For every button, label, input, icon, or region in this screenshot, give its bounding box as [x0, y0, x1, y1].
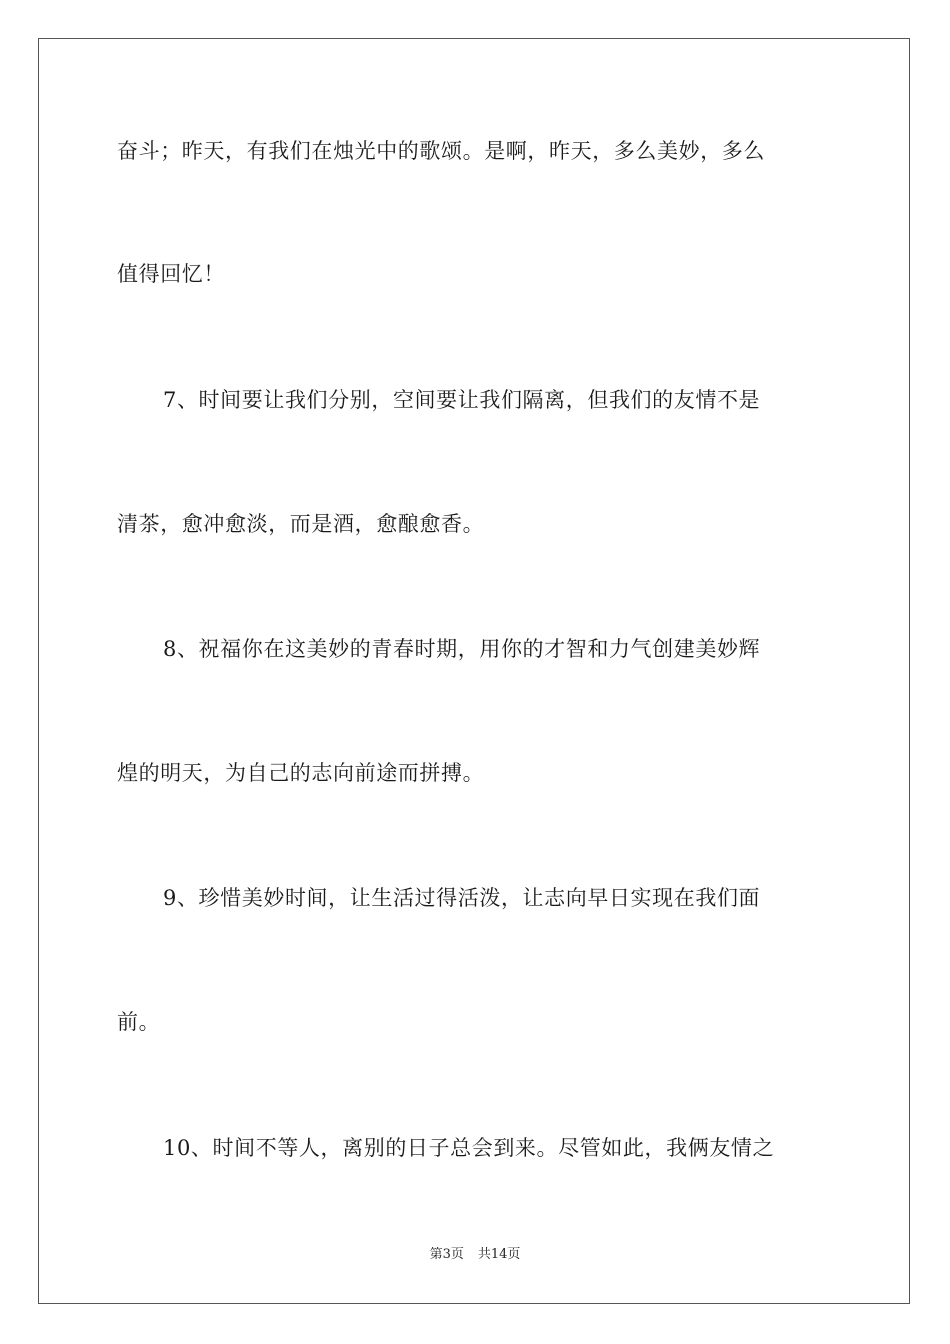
page-total: 共14页 — [477, 1247, 521, 1262]
text-line-8: 前。 — [117, 1010, 161, 1034]
text-line-item-8: 8、祝福你在这美妙的青春时期，用你的才智和力气创建美妙辉 — [163, 637, 761, 661]
text-line-6: 煌的明天，为自己的志向前途而拼搏。 — [117, 761, 485, 785]
page-border — [38, 38, 910, 1304]
text-line-item-9: 9、珍惜美妙时间，让生活过得活泼，让志向早日实现在我们面 — [163, 886, 761, 910]
page-footer — [0, 1246, 950, 1264]
text-line-1: 奋斗；昨天，有我们在烛光中的歌颂。是啊，昨天，多么美妙，多么 — [117, 139, 765, 163]
text-line-item-10: 10、时间不等人，离别的日子总会到来。尽管如此，我俩友情之 — [163, 1136, 775, 1160]
page-number: 第3页 — [429, 1247, 464, 1262]
text-line-4: 清茶，愈冲愈淡，而是酒，愈酿愈香。 — [117, 512, 485, 536]
text-line-2: 值得回忆！ — [117, 262, 225, 286]
text-line-item-7: 7、时间要让我们分别，空间要让我们隔离，但我们的友情不是 — [163, 388, 761, 412]
